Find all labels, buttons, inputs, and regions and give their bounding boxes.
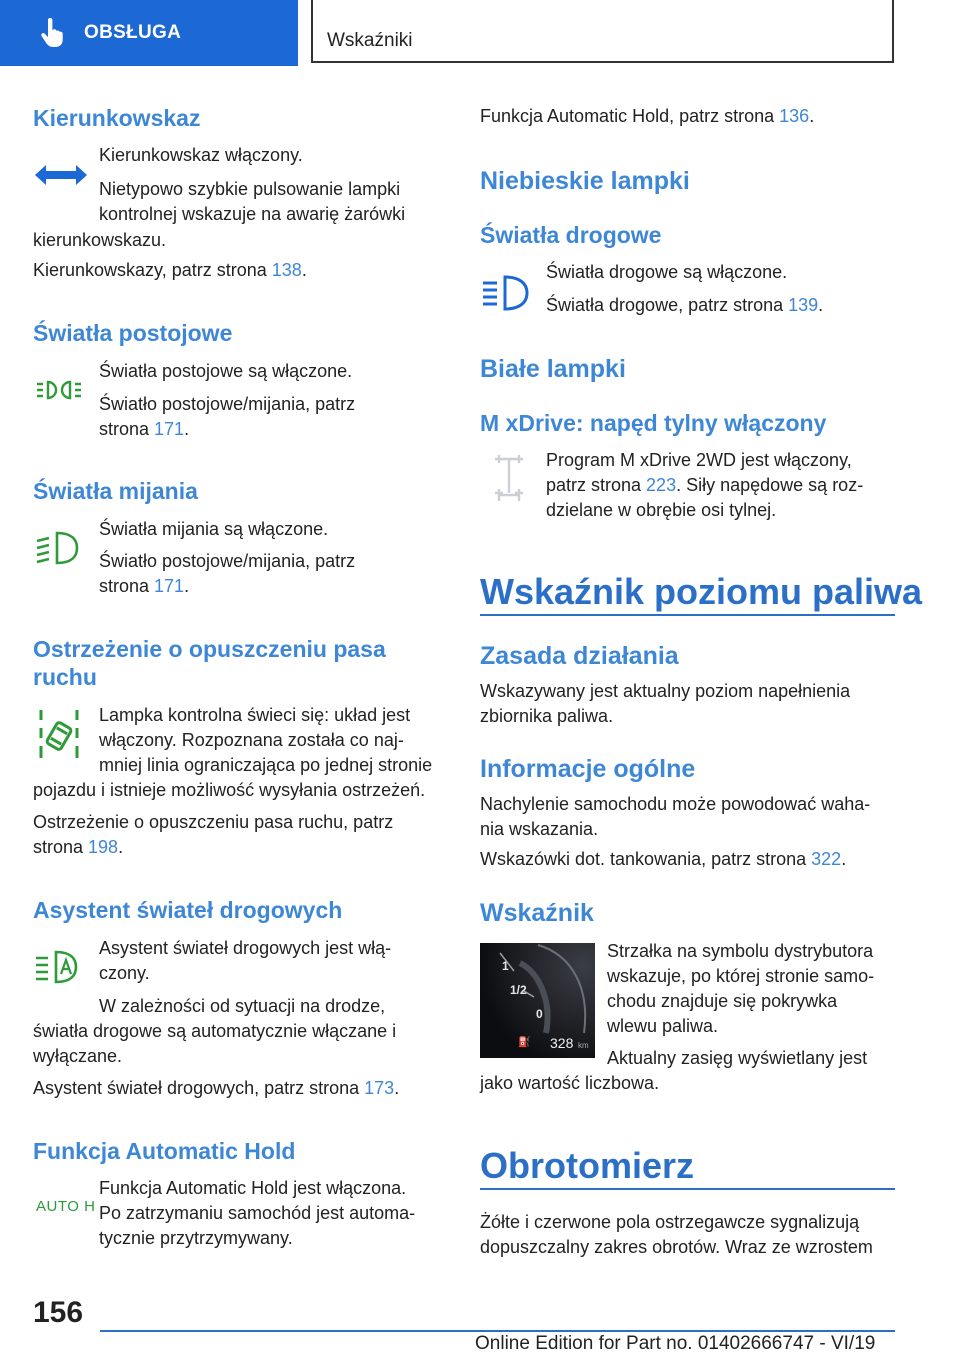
section-tab[interactable] [0, 0, 298, 66]
page-link[interactable]: 136 [779, 106, 810, 126]
hba-text-2c: wyłączane. [33, 1046, 123, 1066]
indicator-heading: Wskaźnik [480, 899, 594, 927]
page-link[interactable]: 171 [154, 576, 185, 596]
turn-signal-text-1: Kierunkowskaz włączony. [99, 145, 303, 165]
section-label: OBSŁUGA [84, 22, 182, 43]
hba-ref: Asystent świateł drogowych, patrz strona 173. [33, 1078, 400, 1098]
indicator-text-1d: wlewu paliwa. [607, 1016, 719, 1036]
parking-text-2a: Światło postojowe/mijania, patrz [99, 394, 356, 414]
ref-text: Kierunkowskazy, patrz strona [33, 260, 272, 280]
turn-signal-text-2b: kontrolnej wskazuje na awarię żarówki [99, 204, 406, 224]
gauge-tick-half: 1/2 [510, 983, 527, 997]
page-link[interactable]: 322 [811, 849, 842, 869]
refuel-ref: Wskazówki dot. tankowania, patrz strona 322. [480, 849, 847, 869]
rear-drive-icon [488, 452, 530, 504]
hba-text-2a: W zależności od sytuacji na drodze, [99, 996, 386, 1016]
tacho-text-a: Żółte i czerwone pola ostrzegawcze sygnalizują [480, 1212, 860, 1232]
page-link[interactable]: 171 [154, 419, 185, 439]
xdrive-text-1b [546, 473, 863, 499]
high-beam-icon [480, 272, 534, 314]
auto-hold-text-1b: Po zatrzymaniu samochód jest automa- [99, 1203, 416, 1223]
auto-hold-text-1c: tycznie przytrzymywany. [99, 1228, 293, 1248]
auto-hold-ref: Funkcja Automatic Hold, patrz strona 136. [480, 106, 815, 126]
hand-pointer-icon [36, 16, 70, 50]
range-unit: km [578, 1041, 589, 1050]
parking-text-1: Światła postojowe są włączone. [99, 361, 353, 381]
chapter-title-box [311, 0, 894, 63]
low-beam-text-2a: Światło postojowe/mijania, patrz [99, 551, 356, 571]
principle-heading: Zasada działania [480, 642, 679, 670]
ref-text-tail: . Siły napędowe są roz- [676, 475, 864, 495]
ref-text: Asystent świateł drogowych, patrz strona [33, 1078, 365, 1098]
edition-note: Online Edition for Part no. 01402666747 - VI/19 [475, 1333, 876, 1354]
turn-signal-ref: Kierunkowskazy, patrz strona 138. [33, 260, 307, 280]
turn-signal-text-2c: kierunkowskazu. [33, 230, 167, 250]
turn-signal-arrows-icon [33, 160, 88, 190]
title-rule [480, 1188, 895, 1190]
principle-text-a: Wskazywany jest aktualny poziom napełnienia [480, 681, 851, 701]
fuel-gauge-image [480, 943, 595, 1058]
general-info-heading: Informacje ogólne [480, 755, 696, 783]
high-beam-heading: Światła drogowe [480, 222, 662, 248]
high-beam-assist-icon [33, 947, 85, 987]
hba-text-2b: światła drogowe są automatycznie włączane i [33, 1021, 397, 1041]
indicator-text-1a: Strzałka na symbolu dystrybutora [607, 941, 874, 961]
ref-text: Światła drogowe, patrz strona [546, 295, 789, 315]
high-beam-assist-heading: Asystent świateł drogowych [33, 897, 343, 923]
lane-text-1c: mniej linia ograniczająca po jednej stronie [99, 755, 433, 775]
general-text-a: Nachylenie samochodu może powodować waha- [480, 794, 871, 814]
auto-hold-heading: Funkcja Automatic Hold [33, 1138, 296, 1164]
fuel-gauge-title: Wskaźnik poziomu paliwa [480, 571, 923, 612]
xdrive-text-1d: dzielane w obrębie osi tylnej. [546, 500, 777, 520]
range-value: 328 [550, 1035, 574, 1051]
turn-signal-heading: Kierunkowskaz [33, 105, 201, 131]
blue-lamps-heading: Niebieskie lampki [480, 167, 690, 195]
low-beam-icon [33, 528, 85, 568]
tachometer-title: Obrotomierz [480, 1145, 695, 1186]
indicator-text-2b: jako wartość liczbowa. [480, 1073, 660, 1093]
ref-text: strona [33, 837, 89, 857]
hba-text-1a: Asystent świateł drogowych jest włą- [99, 938, 392, 958]
lane-warning-heading-a: Ostrzeżenie o opuszczeniu pasa [33, 636, 386, 662]
indicator-text-1b: wskazuje, po której stronie samo- [607, 966, 875, 986]
parking-lights-icon [33, 378, 85, 402]
hba-text-1b: czony. [99, 963, 150, 983]
lane-text-1b: włączony. Rozpoznana została co naj- [99, 730, 404, 750]
indicator-text-1c: chodu znajduje się pokrywka [607, 991, 838, 1011]
chapter-title: Wskaźniki [327, 30, 413, 51]
parking-lights-heading: Światła postojowe [33, 320, 233, 346]
xdrive-text-1a: Program M xDrive 2WD jest włączony, [546, 450, 852, 470]
title-rule [480, 614, 895, 616]
page-link[interactable]: 198 [88, 837, 119, 857]
fuel-pump-icon: ⛽ [518, 1037, 531, 1048]
page-number: 156 [33, 1296, 84, 1329]
xdrive-heading: M xDrive: napęd tylny włączony [480, 410, 827, 436]
low-beam-ref: strona 171. [99, 576, 190, 596]
lane-departure-icon [36, 705, 81, 763]
gauge-tick-empty: 0 [536, 1007, 543, 1021]
page-link[interactable]: 138 [271, 260, 302, 280]
ref-text: strona [99, 576, 155, 596]
lane-ref: strona 198. [33, 837, 124, 857]
footer-rule [100, 1330, 895, 1332]
page-link[interactable]: 173 [364, 1078, 395, 1098]
high-beam-ref: Światła drogowe, patrz strona 139. [546, 295, 824, 315]
page-link[interactable]: 139 [788, 295, 819, 315]
lane-text-1d: pojazdu i istnieje możliwość wysyłania ostrzeżeń. [33, 780, 426, 800]
high-beam-text-1: Światła drogowe są włączone. [546, 262, 788, 282]
low-beam-heading: Światła mijania [33, 478, 198, 504]
ref-text: Funkcja Automatic Hold, patrz strona [480, 106, 780, 126]
principle-text-b: zbiornika paliwa. [480, 706, 614, 726]
parking-ref: strona 171. [99, 419, 190, 439]
gauge-tick-full: 1 [502, 959, 509, 973]
lane-warning-heading-b: ruchu [33, 664, 97, 690]
white-lamps-heading: Białe lampki [480, 355, 626, 383]
ref-text: strona [99, 419, 155, 439]
ref-text: patrz strona [546, 475, 647, 495]
auto-hold-text-1a: Funkcja Automatic Hold jest włączona. [99, 1178, 407, 1198]
tacho-text-b: dopuszczalny zakres obrotów. Wraz ze wzrostem [480, 1237, 873, 1257]
indicator-text-2a: Aktualny zasięg wyświetlany jest [607, 1048, 868, 1068]
ref-text: Wskazówki dot. tankowania, patrz strona [480, 849, 812, 869]
general-text-b: nia wskazania. [480, 819, 599, 839]
lane-text-2a: Ostrzeżenie o opuszczeniu pasa ruchu, patrz [33, 812, 394, 832]
auto-hold-icon: AUTO H [36, 1198, 96, 1215]
turn-signal-text-2a: Nietypowo szybkie pulsowanie lampki [99, 179, 401, 199]
page-link[interactable]: 223 [646, 475, 677, 495]
low-beam-text-1: Światła mijania są włączone. [99, 519, 329, 539]
lane-text-1a: Lampka kontrolna świeci się: układ jest [99, 705, 411, 725]
